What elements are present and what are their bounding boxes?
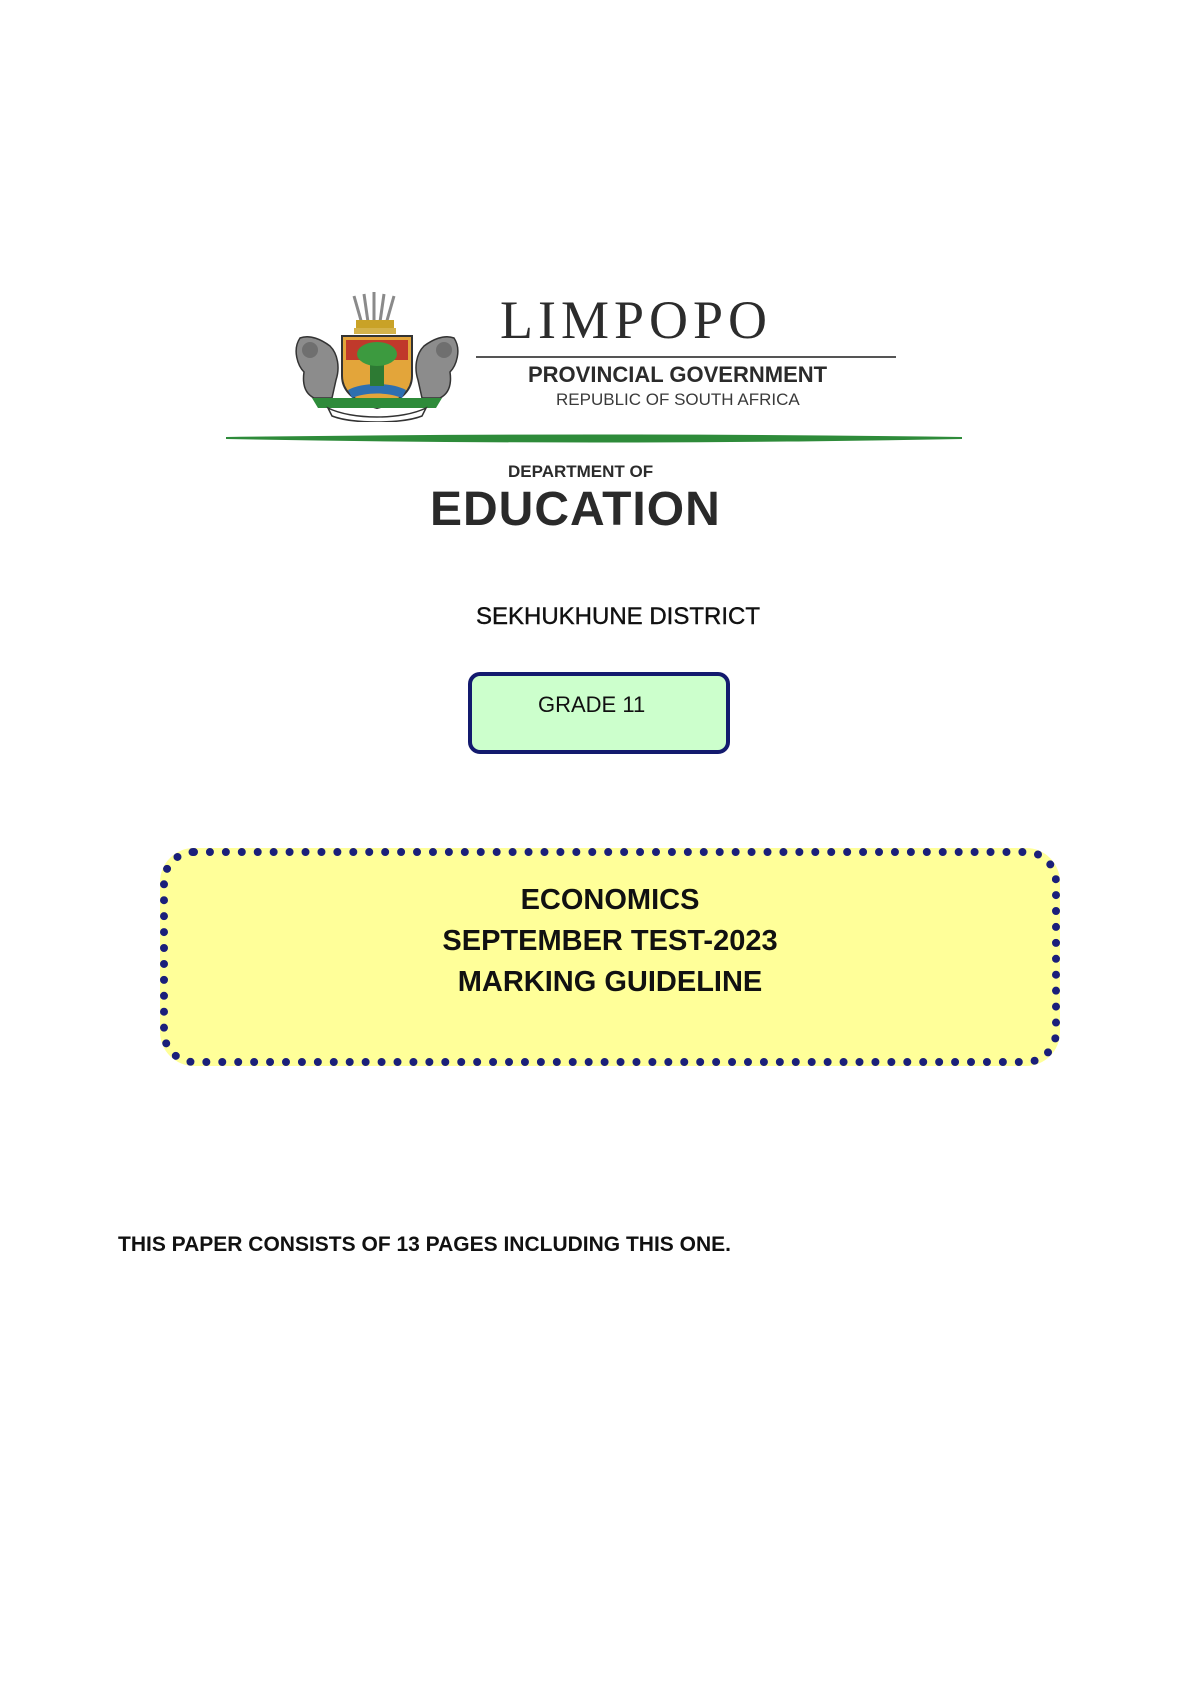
- title-box: [160, 848, 1060, 1066]
- coat-of-arms-logo: [292, 290, 462, 422]
- green-swoosh-divider: [226, 430, 962, 446]
- district-heading: [0, 602, 1200, 632]
- subject-title: ECONOMICS: [520, 884, 700, 916]
- title-block: [168, 880, 1052, 1003]
- department-prefix: DEPARTMENT OF: [508, 462, 654, 481]
- document-type-title: MARKING GUIDELINE: [457, 966, 763, 998]
- province-name: LIMPOPO: [500, 290, 773, 350]
- country-name: REPUBLIC OF SOUTH AFRICA: [556, 390, 800, 409]
- header-divider: [476, 356, 896, 358]
- government-name: PROVINCIAL GOVERNMENT: [528, 362, 828, 387]
- department-name: EDUCATION: [430, 483, 721, 536]
- grade-box: [468, 672, 730, 754]
- page-count-note: THIS PAPER CONSISTS OF 13 PAGES INCLUDING THIS ONE.: [118, 1233, 731, 1256]
- exam-title: SEPTEMBER TEST-2023: [442, 925, 778, 957]
- grade-label: GRADE 11: [538, 692, 646, 717]
- district-label: SEKHUKHUNE DISTRICT: [475, 603, 761, 630]
